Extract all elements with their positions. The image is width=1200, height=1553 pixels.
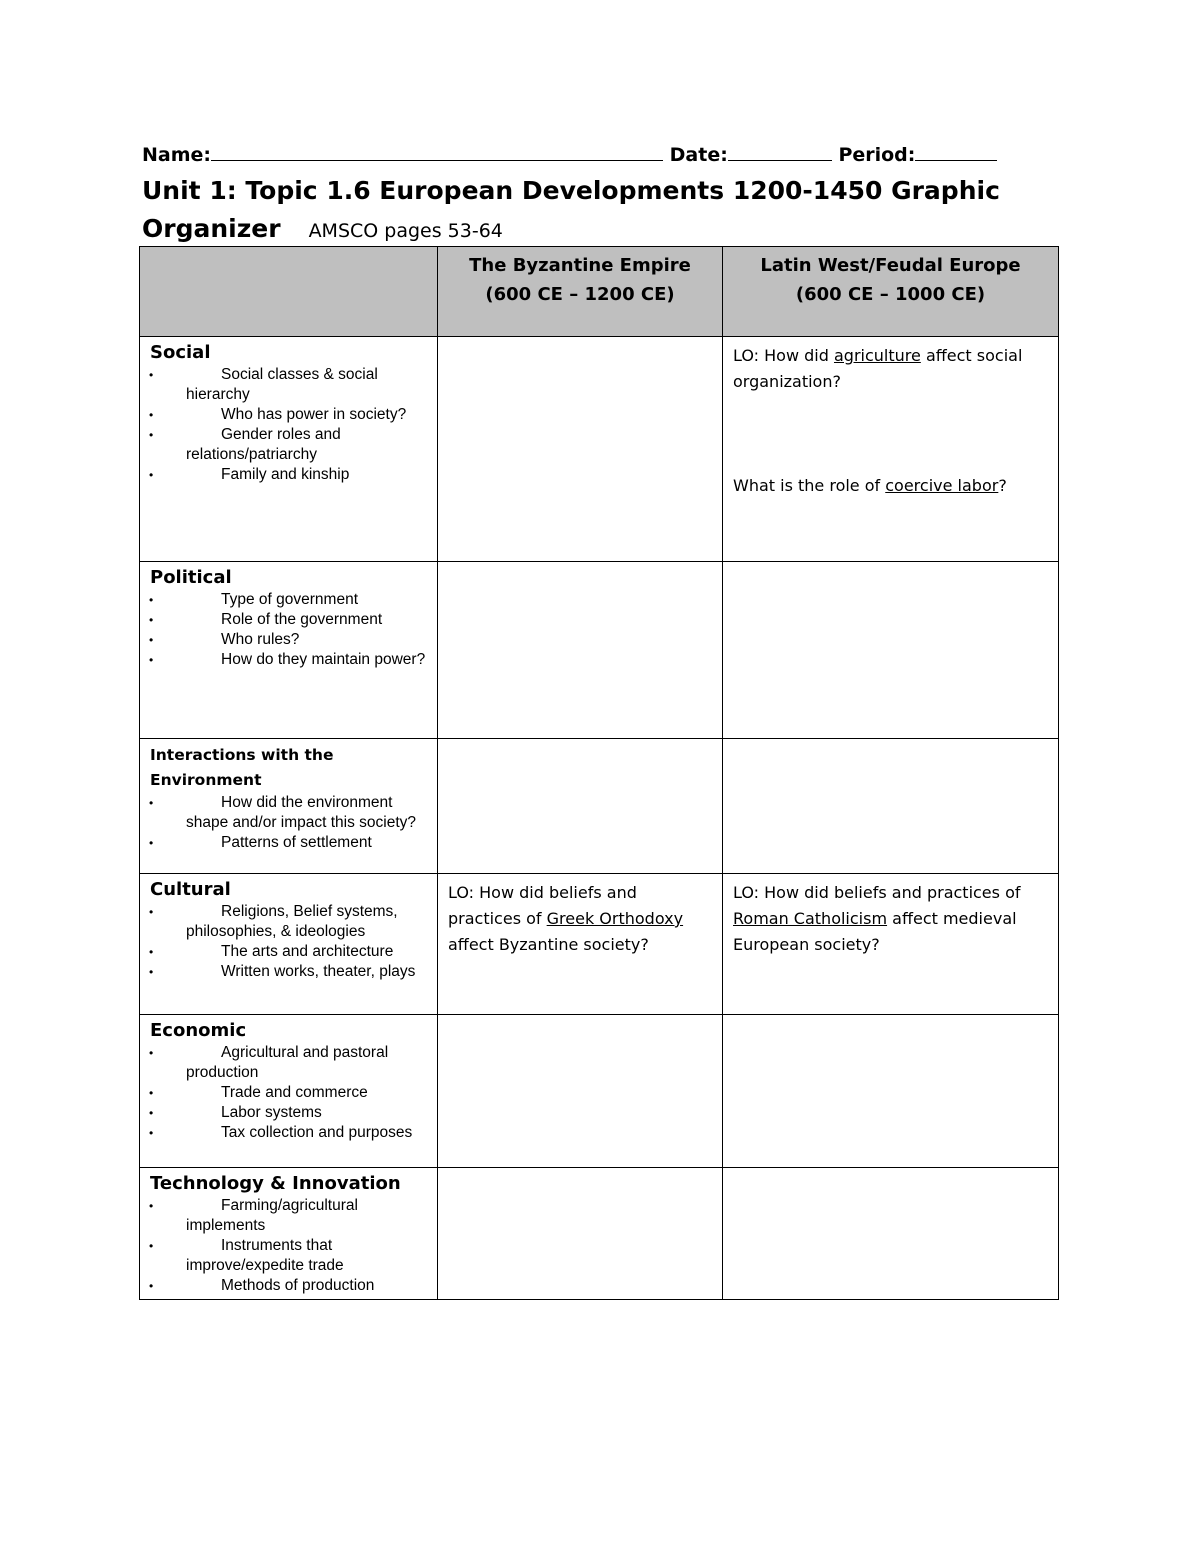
bullet-list	[150, 590, 431, 670]
table-row	[140, 562, 1059, 739]
lo-keyword: agriculture	[833, 346, 921, 365]
learning-question	[733, 473, 1048, 499]
lo-keyword: coercive labor	[885, 476, 999, 495]
name-label: Name:	[142, 144, 212, 166]
lo-text: affect medieval European society?	[733, 909, 1017, 954]
lo-text: What is the role of	[733, 476, 881, 495]
list-item: • Gender roles and relations/patriarchy	[150, 425, 431, 465]
list-item: • How do they maintain power?	[150, 650, 431, 670]
list-item: • The arts and architecture	[150, 942, 431, 962]
lo-text: How did beliefs and practices of	[448, 883, 637, 928]
learning-objective	[733, 880, 1048, 958]
list-item: • Farming/agricultural implements	[150, 1196, 431, 1236]
table-row	[140, 1015, 1059, 1168]
learning-objective	[733, 343, 1048, 395]
worksheet-title	[142, 172, 1072, 250]
lo-keyword: Roman Catholicism	[733, 909, 888, 928]
list-item: • Trade and commerce	[150, 1083, 431, 1103]
byzantine-answer-cell[interactable]	[438, 562, 723, 739]
header-latin-west: Latin West/Feudal Europe (600 CE – 1000 CE)	[723, 247, 1059, 337]
byzantine-answer-cell[interactable]	[438, 337, 723, 562]
period-blank[interactable]	[915, 142, 997, 161]
title-line-1: Unit 1: Topic 1.6 European Developments 1200-1450 Graphic	[142, 176, 1000, 205]
list-item: • Religions, Belief systems, philosophies, & ideologies	[150, 902, 431, 942]
category-title: Social	[150, 342, 211, 363]
category-title: Technology & Innovation	[150, 1173, 401, 1194]
lo-text: How did	[764, 346, 829, 365]
category-title: Economic	[150, 1020, 247, 1041]
lo-text: affect social organization?	[733, 346, 1023, 391]
latin-answer-cell[interactable]	[723, 562, 1059, 739]
table-row	[140, 874, 1059, 1015]
header-byzantine: The Byzantine Empire (600 CE – 1200 CE)	[438, 247, 723, 337]
name-blank[interactable]	[211, 142, 663, 161]
student-info-line	[142, 142, 1042, 172]
category-title: Interactions with the Environment	[150, 746, 334, 789]
byzantine-answer-cell[interactable]	[438, 1168, 723, 1300]
lo-text: affect Byzantine society?	[448, 935, 649, 954]
latin-answer-cell[interactable]	[723, 739, 1059, 874]
table-header-row	[140, 247, 1059, 337]
page-reference: AMSCO pages 53-64	[308, 220, 503, 242]
date-label: Date:	[669, 144, 728, 166]
latin-answer-cell[interactable]	[723, 337, 1059, 562]
byzantine-answer-cell[interactable]	[438, 739, 723, 874]
lo-label: LO:	[733, 346, 760, 365]
header-blank-cell	[140, 247, 438, 337]
latin-answer-cell[interactable]	[723, 874, 1059, 1015]
byzantine-answer-cell[interactable]	[438, 874, 723, 1015]
list-item: • Role of the government	[150, 610, 431, 630]
category-cell	[140, 1168, 438, 1300]
lo-label: LO:	[448, 883, 475, 902]
list-item: • Tax collection and purposes	[150, 1123, 431, 1143]
list-item: • Written works, theater, plays	[150, 962, 431, 982]
table-row	[140, 739, 1059, 874]
table-row	[140, 1168, 1059, 1300]
list-item: • Methods of production	[150, 1276, 431, 1296]
list-item: • Family and kinship	[150, 465, 431, 485]
list-item: • Patterns of settlement	[150, 833, 431, 853]
lo-text: How did beliefs and practices of	[764, 883, 1021, 902]
category-cell	[140, 337, 438, 562]
bullet-list	[150, 365, 431, 485]
category-cell	[140, 1015, 438, 1168]
latin-answer-cell[interactable]	[723, 1168, 1059, 1300]
bullet-list	[150, 902, 431, 982]
period-label: Period:	[838, 144, 916, 166]
byzantine-answer-cell[interactable]	[438, 1015, 723, 1168]
lo-label: LO:	[733, 883, 760, 902]
lo-text: ?	[998, 476, 1007, 495]
lo-keyword: Greek Orthodoxy	[546, 909, 684, 928]
category-cell	[140, 739, 438, 874]
category-title: Cultural	[150, 879, 231, 900]
list-item: • Agricultural and pastoral production	[150, 1043, 431, 1083]
graphic-organizer-table	[139, 246, 1059, 1300]
list-item: • Social classes & social hierarchy	[150, 365, 431, 405]
list-item: • Labor systems	[150, 1103, 431, 1123]
title-line-2: Organizer	[142, 214, 281, 243]
learning-objective	[448, 880, 712, 958]
bullet-list	[150, 793, 431, 853]
bullet-list	[150, 1043, 431, 1143]
category-title: Political	[150, 567, 232, 588]
list-item: • Who has power in society?	[150, 405, 431, 425]
category-cell	[140, 562, 438, 739]
list-item: • Who rules?	[150, 630, 431, 650]
date-blank[interactable]	[728, 142, 832, 161]
list-item: • How did the environment shape and/or impact this society?	[150, 793, 431, 833]
latin-answer-cell[interactable]	[723, 1015, 1059, 1168]
list-item: • Instruments that improve/expedite trade	[150, 1236, 431, 1276]
list-item: • Type of government	[150, 590, 431, 610]
table-row	[140, 337, 1059, 562]
bullet-list	[150, 1196, 431, 1296]
category-cell	[140, 874, 438, 1015]
